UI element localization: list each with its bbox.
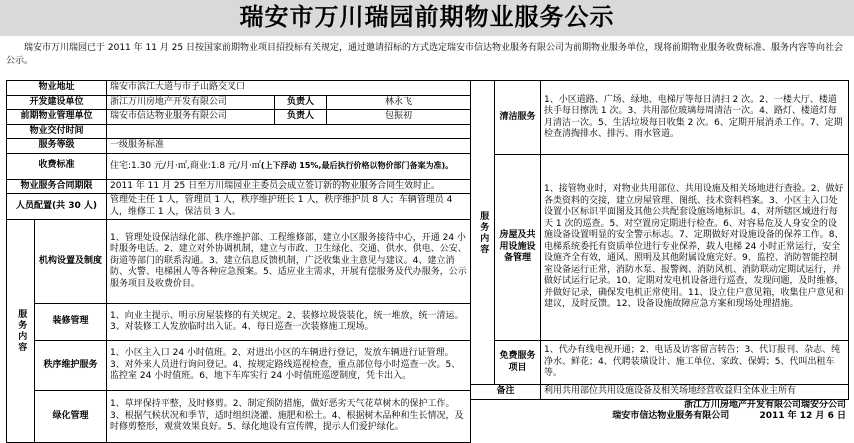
delivery-time-label: 物业交付时间 [7, 124, 107, 139]
property-address: 瑞安市滨江大道与市子山路交叉口 [107, 81, 471, 96]
footer-signature [466, 400, 846, 411]
contract-term: 2011 年 11 月 25 日至万川瑞园业主委员会成立签订新的物业服务合同生效时止。 [107, 179, 471, 194]
security-content: 1、小区主入口 24 小时值班。2、对进出小区的车辆进行登记，发放车辆进行证管理。3、对外来人员进行询问登记。4、按规定路线巡视检查，重点部位每小时巡查一次。5、监控室 24 小时值班。6、地下车库实行 24 小时值班巡逻制度，凭卡出入。 [107, 341, 471, 391]
free-service-label: 免费服务项目 [495, 341, 541, 385]
mgmt-person-label: 负责人 [275, 110, 327, 125]
property-address-label: 物业地址 [7, 81, 107, 96]
mgmt-unit-name: 瑞安市信达物业服务有限公司 [107, 110, 275, 125]
footer-date: 2011 年 12 月 6 日 [759, 411, 846, 421]
decor-content: 1、向业主提示、明示房屋装修的有关规定。2、装修垃圾袋装化，统一堆放，统一清运。3、对装修工人发放临时出入证。4、每日巡查一次装修施工现场。 [107, 304, 471, 341]
fee-standard [107, 153, 471, 179]
staff-config: 管理处主任 1 人，管理员 1 人，秩序维护班长 1 人，秩序维护员 8 人；车辆管理员 4 人，维修工 1 人，保洁员 3 人。 [107, 194, 471, 220]
developer-name: 浙江万川房地产开发有限公司 [107, 95, 275, 110]
right-service-content-label: 服务内容 [471, 81, 495, 385]
mgmt-person: 包振初 [327, 110, 471, 125]
green-content: 1、草坪保持平整，及时修剪。2、制定预防措施，做好恶劣天气花草树木的保护工作。3、根据气候状况和季节，适时组织浇灌、施肥和松土。4、根据树木品种和生长情况，及时修剪整形，观赏效果良好。5、绿化地设有宣传牌，提示人们爱护绿化。 [107, 391, 471, 443]
facility-content: 1、接管物业时，对物业共用部位、共用设施及相关场地进行查验。2、做好各类资料的交接，建立房屋管理、图纸、技术资料档案。3、小区主入口处设置小区标识平面图及其他公共配套设施场地标识。4、对所辖区域进行每天 1 次的巡查。5、对空置房定期进行检查。6、对容易危及人身安全的设施设备设置明显的安全警示标志。7、定期做好对设施设备的保养工作。8、电梯系统委托有资质单位进行专业保养，载人电梯 24 小时正常运行，安全设施齐全有效，通风、照明及其他附属设施完好。9、监控、消防智能控制室设备运行正常，消防水泵、报警阀、消防风机、消防联动定期试运行，并做好试运行记录。10、定期对发电机设备进行巡查，发现问题，及时维修，并做好记录，确保发电机正常使用。11、设立住户意见箱，收集住户意见和建议，及时反馈。12、设备设施故障应急方案和现场处理措施。 [541, 155, 849, 341]
service-content-label: 服务内容 [7, 220, 35, 443]
right-info-table [470, 80, 849, 400]
green-label: 绿化管理 [35, 391, 107, 443]
staff-label: 人员配置(共 30 人) [7, 194, 107, 220]
developer-label: 开发建设单位 [7, 95, 107, 110]
facility-label: 房屋及共用设施设备管理 [495, 155, 541, 341]
security-label: 秩序维护服务 [35, 341, 107, 391]
decor-label: 装修管理 [35, 304, 107, 341]
cleaning-content: 1、小区道路、广场、绿地、电梯厅等每日清扫 2 次。2、一楼大厅、楼道扶手每日擦洗 1 次。3、共用部位玻璃每周清洁一次。4、路灯、楼道灯每月清洁一次。5、生活垃圾每日收集 2 次。6、定期开展消杀工作。7、定期检查清掏排水、排污、雨水管道。 [541, 81, 849, 155]
left-info-table [6, 80, 471, 443]
page-title: 瑞安市万川瑞园前期物业服务公示 [239, 3, 615, 32]
org-label: 机构设置及制度 [35, 220, 107, 304]
footer-company-1: 浙江万川房地产开发有限公司瑞安分公司 [683, 400, 846, 410]
footer-company-2: 瑞安市信达物业服务有限公司 [612, 411, 730, 421]
service-level: 一级服务标准 [107, 139, 471, 154]
fee-main: 住宅:1.30 元/月·㎡,商业:1.8 元/月·㎡ [110, 160, 261, 171]
developer-person-label: 负责人 [275, 95, 327, 110]
free-service-content: 1、代办有线电视开通；2、电话及访客留言转告；3、代订报刊、杂志、纯净水、鲜花；4、代聘装璜设计、施工单位、家政、保姆；5、代叫出租车等。 [541, 341, 849, 385]
developer-person: 林永飞 [327, 95, 471, 110]
footer-signature-2 [466, 411, 846, 422]
remark-content: 利用共用部位共用设施设备及相关场地经营收益归全体业主所有 [541, 385, 849, 400]
title-bar [0, 0, 854, 36]
fee-note: (上下浮动 15%,最后执行价格以物价部门备案为准)。 [260, 160, 454, 170]
intro-paragraph: 瑞安市万川瑞园已于 2011 年 11 月 25 日按国家前期物业项目招投标有关规定，通过邀请招标的方式选定瑞安市信达物业服务有限公司为前期物业服务单位，现将前期物业服务收费标准、服务内容等向社会公示。 [6, 43, 843, 66]
mgmt-unit-label: 前期物业管理单位 [7, 110, 107, 125]
remark-label: 备注 [471, 385, 541, 400]
service-level-label: 服务等级 [7, 139, 107, 154]
fee-label: 收费标准 [7, 153, 107, 179]
contract-label: 物业服务合同期限 [7, 179, 107, 194]
cleaning-label: 清洁服务 [495, 81, 541, 155]
delivery-time [107, 124, 471, 139]
org-content: 1、管理处设保洁绿化部、秩序维护部、工程维修部，建立小区服务接待中心，开通 24 小时服务电话。2、建立对外协调机制，建立与市政、卫生绿化、交通、供水、供电、公安、街道等部门的联系沟通。3、建立信息反馈机制，广泛收集业主意见与建议。4、建立消防、火警、电梯困人等各种应急预案。5、适应业主需求，开展有偿服务及代办服务，公示服务项目及收费价目。 [107, 220, 471, 304]
